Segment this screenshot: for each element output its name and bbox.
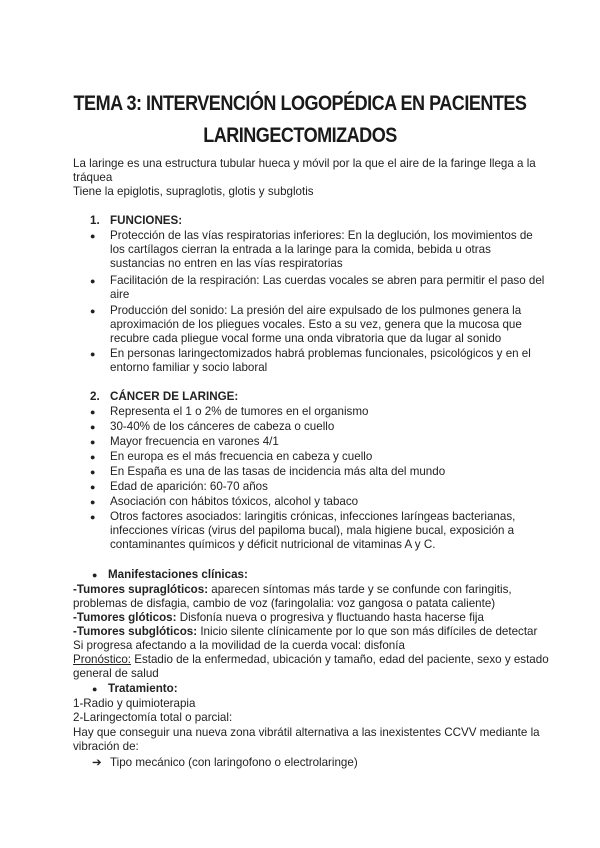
section-heading: CÁNCER DE LARINGE: [110, 390, 239, 403]
list-item: En europa es el más frecuencia en cabeza y cuello [110, 450, 373, 463]
section-heading: FUNCIONES: [110, 214, 183, 227]
bullet-icon: ● [90, 437, 96, 447]
list-item: aire [110, 288, 130, 301]
prognosis-text: Estadio de la enfermedad, ubicación y tamaño, edad del paciente, sexo y estado [131, 653, 549, 666]
page-title-line2: LARINGECTOMIZADOS [203, 124, 397, 147]
bullet-icon: ● [90, 467, 96, 477]
intro-line: Tiene la epiglotis, supraglotis, glotis y subglotis [73, 185, 314, 198]
list-item: Protección de las vías respiratorias inferiores: En la deglución, los movimientos de [110, 229, 533, 242]
text-line: 1-Radio y quimioterapia [73, 697, 196, 710]
bullet-icon: ● [90, 497, 96, 507]
glottic-label: -Tumores glóticos: [73, 611, 177, 624]
list-item: En España es una de las tasas de incidencia más alta del mundo [110, 465, 446, 478]
bullet-icon: ● [90, 349, 96, 359]
subsection-heading: Tratamiento: [108, 682, 178, 695]
list-item: En personas laringectomizados habrá problemas funcionales, psicológicos y en el [110, 347, 531, 360]
list-item: 30-40% de los cánceres de cabeza o cuello [110, 420, 335, 433]
text-line: problemas de disfagia, cambio de voz (faringolalia: voz gangosa o patata caliente) [73, 597, 496, 610]
subglottic-label: -Tumores subglóticos: [73, 625, 198, 638]
text-line: Hay que conseguir una nueva zona vibrátil alternativa a las inexistentes CCVV mediante la [73, 726, 540, 739]
list-item: Producción del sonido: La presión del aire expulsado de los pulmones genera la [110, 304, 522, 317]
prognosis-line [73, 653, 549, 667]
supraglottic-text: aparecen síntomas más tarde y se confunde con faringitis, [208, 583, 512, 596]
subglottic-line [73, 625, 537, 639]
bullet-icon: ● [92, 570, 98, 580]
bullet-icon: ● [90, 482, 96, 492]
bullet-icon: ● [90, 276, 96, 286]
glottic-text: Disfonía nueva o progresiva y fluctuando hasta hacerse fija [176, 611, 484, 624]
list-item: Otros factores asociados: laringitis crónicas, infecciones laríngeas bacterianas, [110, 510, 516, 523]
bullet-icon: ● [90, 422, 96, 432]
glottic-line [73, 611, 484, 625]
supraglottic-label: -Tumores supraglóticos: [73, 583, 209, 596]
intro-line: La laringe es una estructura tubular hueca y móvil por la que el aire de la faringe llega a la [73, 157, 536, 170]
list-item: aproximación de los pliegues vocales. Esto a su vez, genera que la mucosa que [110, 318, 522, 331]
arrow-icon: ➔ [92, 756, 102, 769]
list-item: contaminantes químicos y déficit nutricional de vitaminas A y C. [110, 538, 436, 551]
bullet-icon: ● [92, 684, 98, 694]
section-number: 1. [90, 214, 100, 227]
subsection-heading: Manifestaciones clínicas: [108, 568, 248, 581]
list-item: entorno familiar y socio laboral [110, 361, 268, 374]
page-title-line1: TEMA 3: INTERVENCIÓN LOGOPÉDICA EN PACIENTES [73, 92, 527, 115]
list-item: Representa el 1 o 2% de tumores en el organismo [110, 405, 369, 418]
list-item: sustancias no entren en las vías respiratorias [110, 257, 343, 270]
text-line: 2-Laringectomía total o parcial: [73, 711, 233, 724]
text-line: general de salud [73, 667, 159, 680]
section-number: 2. [90, 390, 100, 403]
list-item: Asociación con hábitos tóxicos, alcohol y tabaco [110, 495, 359, 508]
list-item: Tipo mecánico (con laringofono o electrolaringe) [110, 756, 358, 769]
text-line: Si progresa afectando a la movilidad de la cuerda vocal: disfonía [73, 639, 405, 652]
supraglottic-line [73, 583, 512, 597]
list-item: Mayor frecuencia en varones 4/1 [110, 435, 279, 448]
list-item: los cartílagos cierran la entrada a la laringe para la comida, bebida u otras [110, 243, 491, 256]
prognosis-label: Pronóstico: [73, 653, 131, 666]
subglottic-text: Inicio silente clínicamente por lo que son más difíciles de detectar [197, 625, 538, 638]
list-item: Facilitación de la respiración: Las cuerdas vocales se abren para permitir el paso del [110, 274, 545, 287]
list-item: infecciones víricas (virus del papiloma bucal), mala higiene bucal, exposición a [110, 524, 515, 537]
bullet-icon: ● [90, 306, 96, 316]
bullet-icon: ● [90, 512, 96, 522]
text-line: vibración de: [73, 740, 139, 753]
list-item: recubre cada pliegue vocal forme una onda vibratoria que da lugar al sonido [110, 332, 502, 345]
list-item: Edad de aparición: 60-70 años [110, 480, 268, 493]
bullet-icon: ● [90, 407, 96, 417]
intro-line: tráquea [73, 171, 113, 184]
bullet-icon: ● [90, 231, 96, 241]
bullet-icon: ● [90, 452, 96, 462]
